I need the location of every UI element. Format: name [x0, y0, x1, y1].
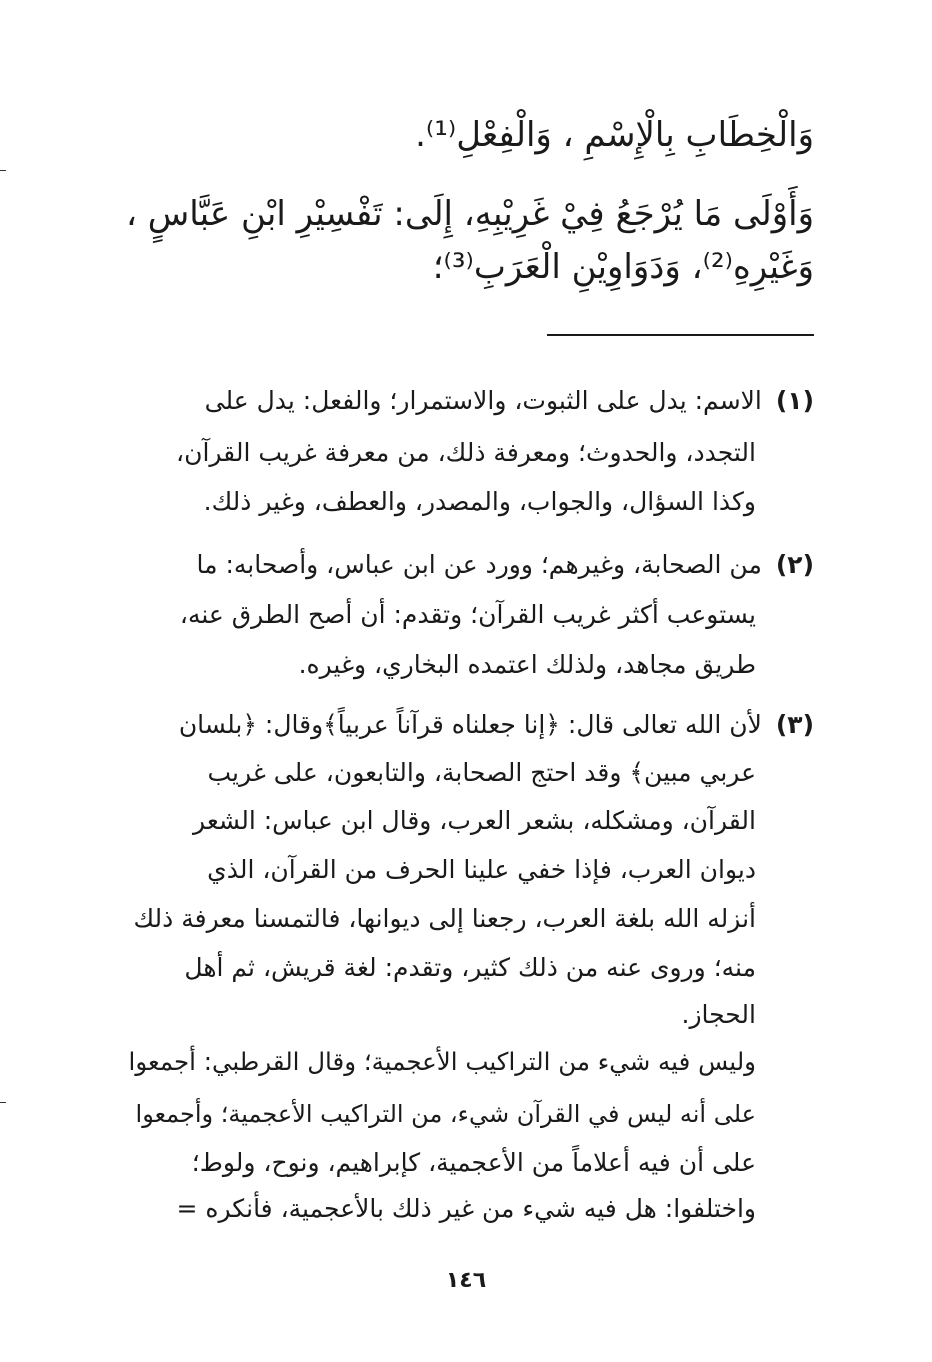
page-number: ١٤٦ [445, 1268, 487, 1293]
footnote-3-line-10: على أن فيه أعلاماً من الأعجمية، كإبراهيم، ونوح، ولوط؛ [191, 1148, 756, 1177]
margin-tick [0, 1102, 6, 1103]
footnote-3-line-7: الحجاز. [681, 1000, 756, 1029]
footnote-3-line-4: ديوان العرب، فإذا خفي علينا الحرف من القرآن، الذي [207, 855, 756, 884]
footnote-3-text: لأن الله تعالى قال: ﴿إنا جعلناه قرآناً عربياً﴾وقال: ﴿بلسان [178, 710, 762, 739]
footnote-3-line-8: وليس فيه شيء من التراكيب الأعجمية؛ وقال القرطبي: أجمعوا [128, 1047, 756, 1076]
main-text-line-1: وَالْخِطَابِ بِالْإِسْمِ ، وَالْفِعْلِ⁽¹⁾. [415, 115, 814, 155]
main-text-line-2: وَأَوْلَى مَا يُرْجَعُ فِيْ غَرِيْبِهِ، إِلَى: تَفْسِيْرِ ابْنِ عَبَّاسٍ ، [125, 194, 814, 234]
footnote-separator [547, 334, 814, 336]
footnote-3-line-2: عربي مبين﴾ وقد احتج الصحابة، والتابعون، على غريب [207, 758, 756, 787]
footnote-3-line-11: واختلفوا: هل فيه شيء من غير ذلك بالأعجمية، فأنكره = [176, 1194, 756, 1223]
footnote-2-line-1 [196, 552, 814, 577]
footnote-1-number: (١) [775, 386, 814, 415]
footnote-2-line-2: يستوعب أكثر غريب القرآن؛ وتقدم: أن أصح الطرق عنه، [179, 600, 756, 629]
footnote-3-line-9: على أنه ليس في القرآن شيء، من التراكيب الأعجمية؛ وأجمعوا [135, 1100, 756, 1128]
footnote-2-number: (٢) [775, 550, 814, 579]
footnote-3-line-5: أنزله الله بلغة العرب، رجعنا إلى ديوانها، فالتمسنا معرفة ذلك [133, 904, 756, 933]
footnote-3-number: (٣) [775, 710, 814, 739]
footnote-1-line-1 [205, 388, 814, 413]
margin-tick [0, 170, 6, 171]
footnote-1-line-2: التجدد، والحدوث؛ ومعرفة ذلك، من معرفة غريب القرآن، [176, 438, 756, 467]
footnote-1-text: الاسم: يدل على الثبوت، والاستمرار؛ والفعل: يدل على [204, 386, 762, 415]
footnote-2-line-3: طريق مجاهد، ولذلك اعتمده البخاري، وغيره. [298, 650, 756, 679]
footnote-1-line-3: وكذا السؤال، والجواب، والمصدر، والعطف، وغير ذلك. [203, 487, 756, 516]
footnote-3-line-3: القرآن، ومشكله، بشعر العرب، وقال ابن عباس: الشعر [193, 806, 756, 835]
main-text-line-3: وَغَيْرِهِ⁽²⁾، وَدَوَاوِيْنِ الْعَرَبِ⁽³⁾؛ [432, 247, 814, 287]
footnote-3-line-6: منه؛ وروى عنه من ذلك كثير، وتقدم: لغة قريش، ثم أهل [184, 953, 756, 982]
footnote-2-text: من الصحابة، وغيرهم؛ وورد عن ابن عباس، وأصحابه: ما [196, 550, 762, 579]
footnote-3-line-1 [179, 712, 814, 737]
